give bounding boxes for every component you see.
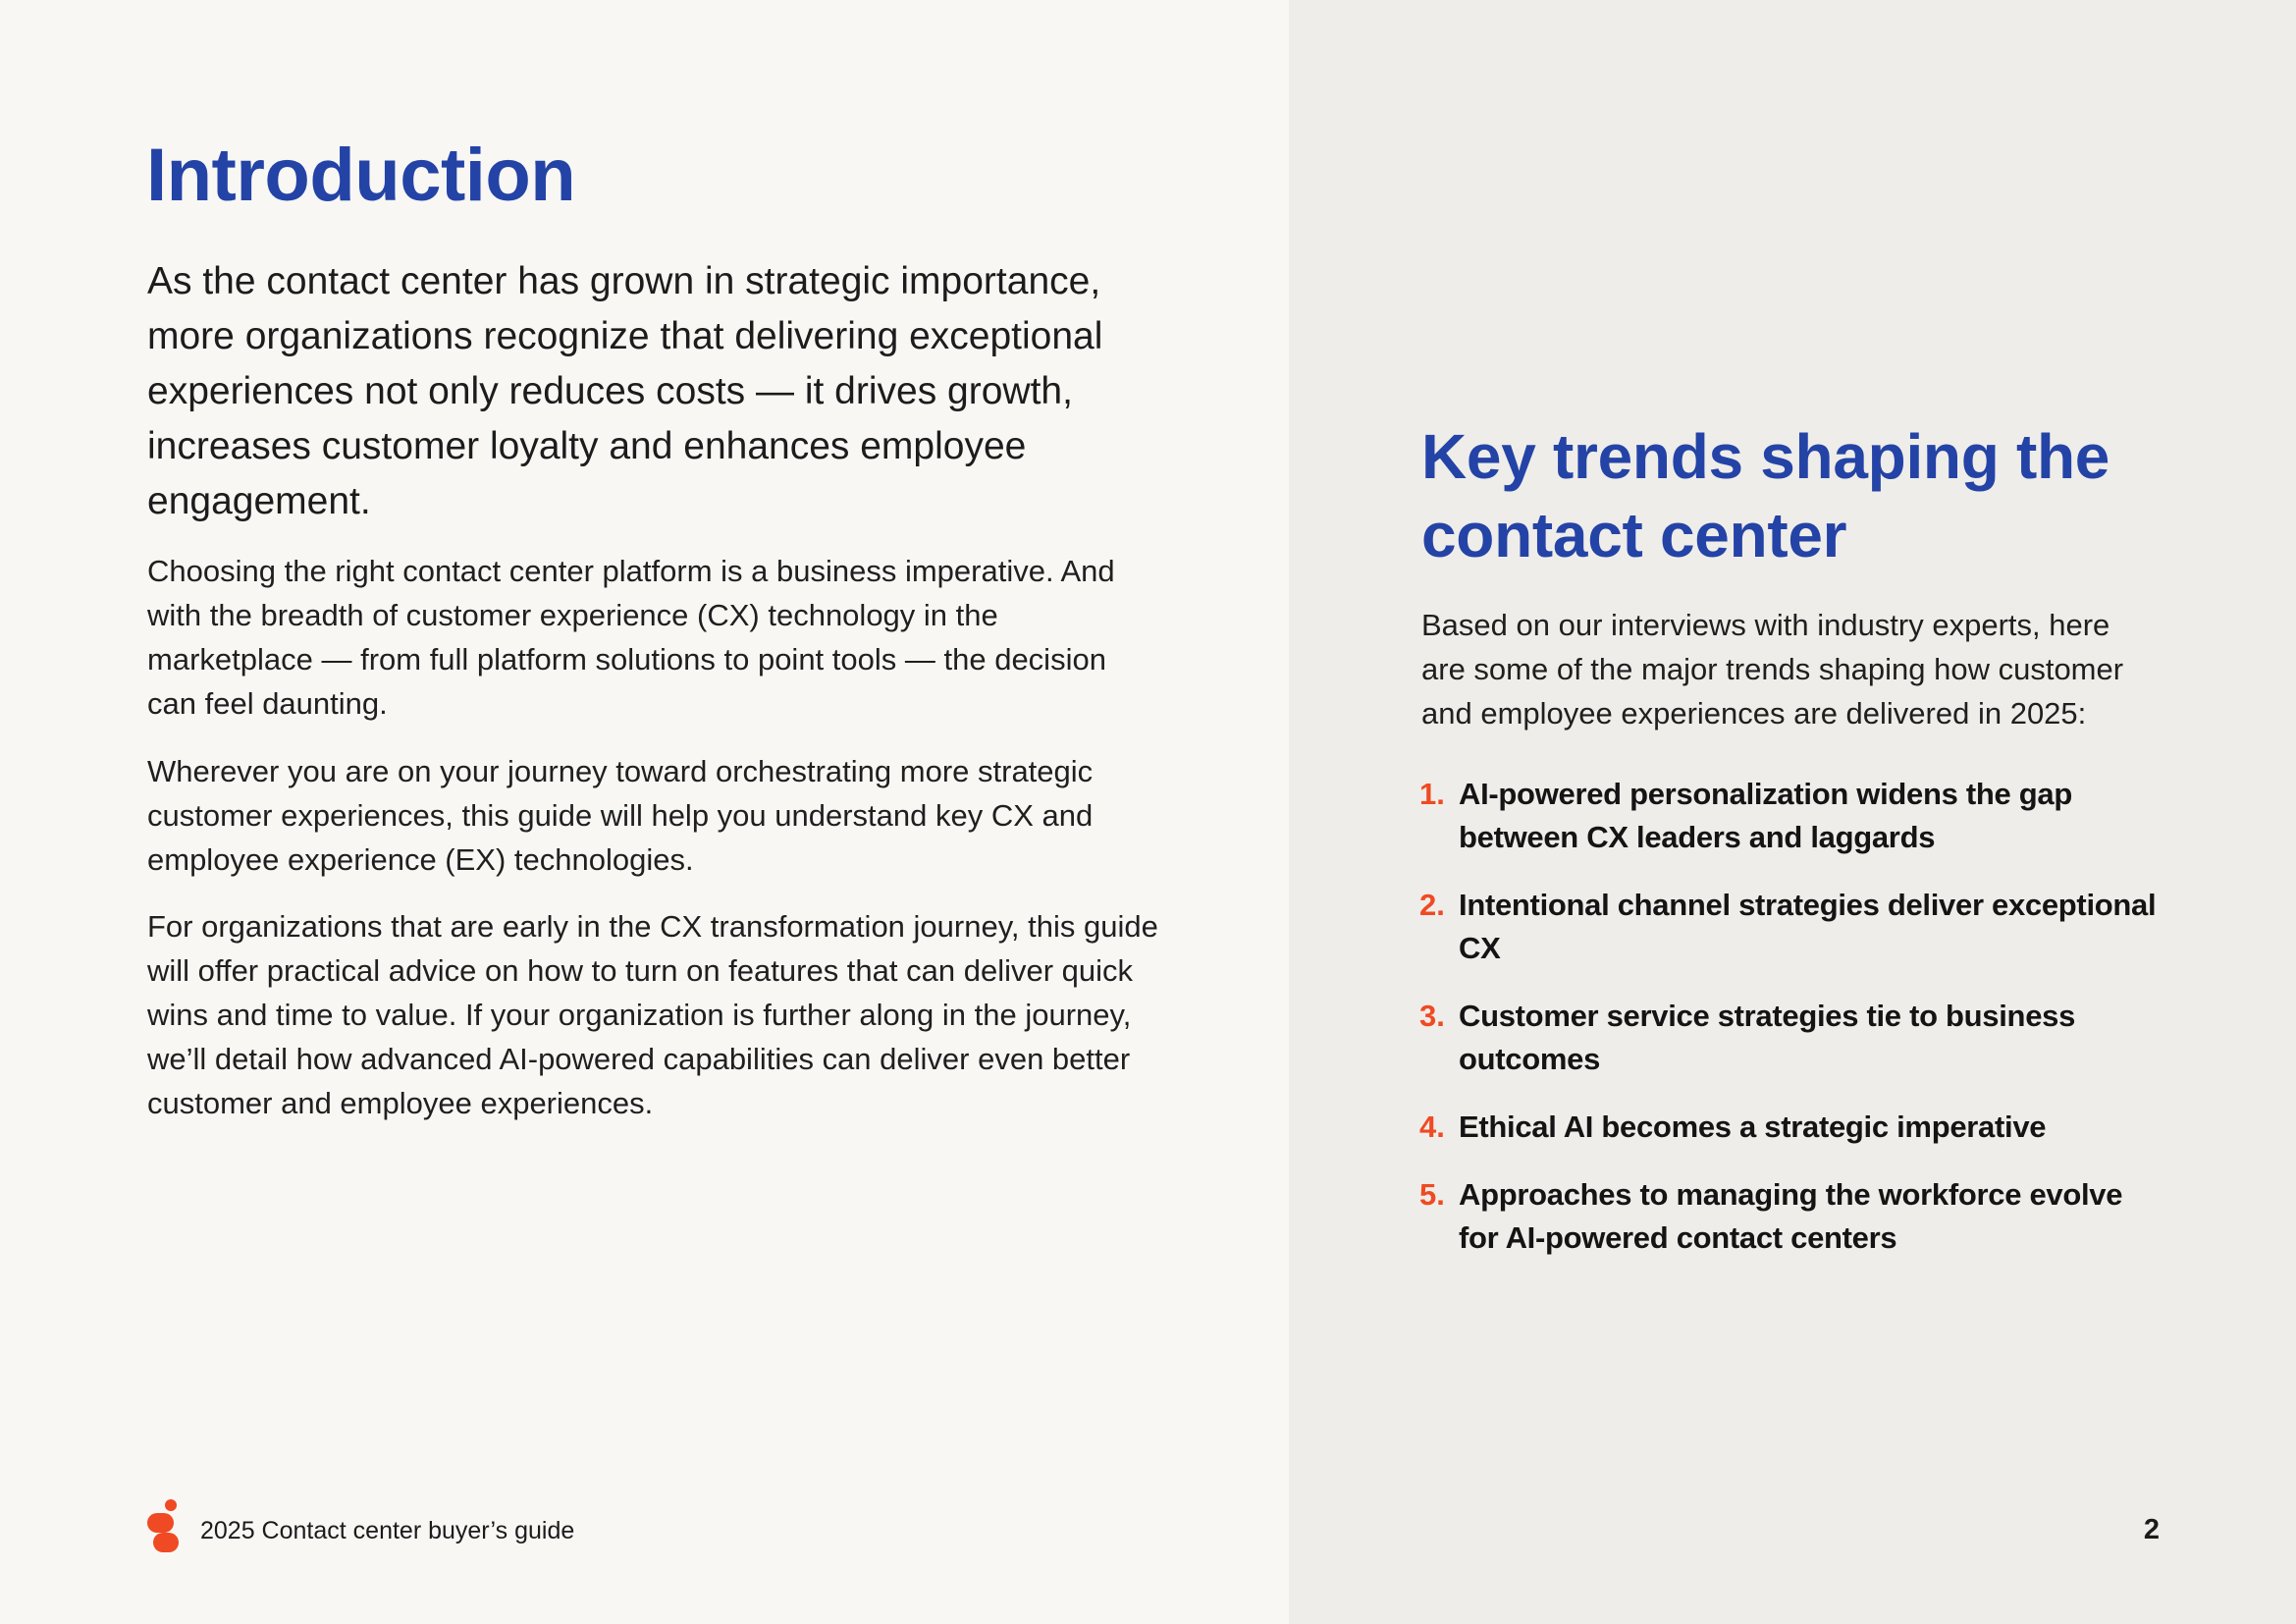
trend-item (1419, 884, 2165, 970)
trend-text: Approaches to managing the workforce evolve for AI-powered contact centers (1459, 1177, 2123, 1255)
trend-number: 5. (1419, 1177, 1445, 1212)
trend-text: AI-powered personalization widens the gap between CX leaders and laggards (1459, 777, 2073, 854)
trend-number: 2. (1419, 888, 1445, 922)
brand-logo-icon (146, 1498, 180, 1553)
trend-item (1419, 1173, 2165, 1260)
trends-intro: Based on our interviews with industry experts, here are some of the major trends shaping how customer and employee experiences are delivered in 2025: (1421, 608, 2124, 731)
trend-text: Intentional channel strategies deliver exceptional CX (1459, 888, 2157, 965)
page-number: 2 (2143, 1514, 2160, 1545)
trend-item (1419, 1106, 2165, 1149)
intro-paragraph: Wherever you are on your journey toward orchestrating more strategic customer experiences, this guide will help you understand key CX and employee experience (EX) technologies. (147, 754, 1094, 877)
intro-lead-paragraph: As the contact center has grown in strategic importance, more organizations recognize that delivering exceptional experiences not only reduces costs — it drives growth, increases customer loyalty and enhances employee engagement. (147, 260, 1103, 522)
trend-number: 1. (1419, 777, 1445, 811)
trend-number: 4. (1419, 1110, 1445, 1144)
trend-number: 3. (1419, 999, 1445, 1033)
trends-title: Key trends shaping the contact center (1421, 421, 2110, 570)
trend-text: Ethical AI becomes a strategic imperative (1459, 1110, 2047, 1144)
trend-item (1419, 995, 2165, 1081)
trend-item (1419, 773, 2165, 859)
intro-paragraph: Choosing the right contact center platform is a business imperative. And with the breadth of customer experience (CX) technology in the marketplace — from full platform solutions to point tools — the decision can feel daunting. (147, 554, 1115, 721)
intro-title: Introduction (146, 134, 576, 217)
trend-list (1419, 773, 2165, 1284)
intro-paragraph: For organizations that are early in the CX transformation journey, this guide will offer practical advice on how to turn on features that can deliver quick wins and time to value. If your organization is further along in the journey, we’ll detail how advanced AI-powered capabilities can deliver even better customer and employee experiences. (147, 909, 1158, 1120)
footer-guide-title: 2025 Contact center buyer’s guide (200, 1517, 575, 1544)
trend-text: Customer service strategies tie to business outcomes (1459, 999, 2076, 1076)
